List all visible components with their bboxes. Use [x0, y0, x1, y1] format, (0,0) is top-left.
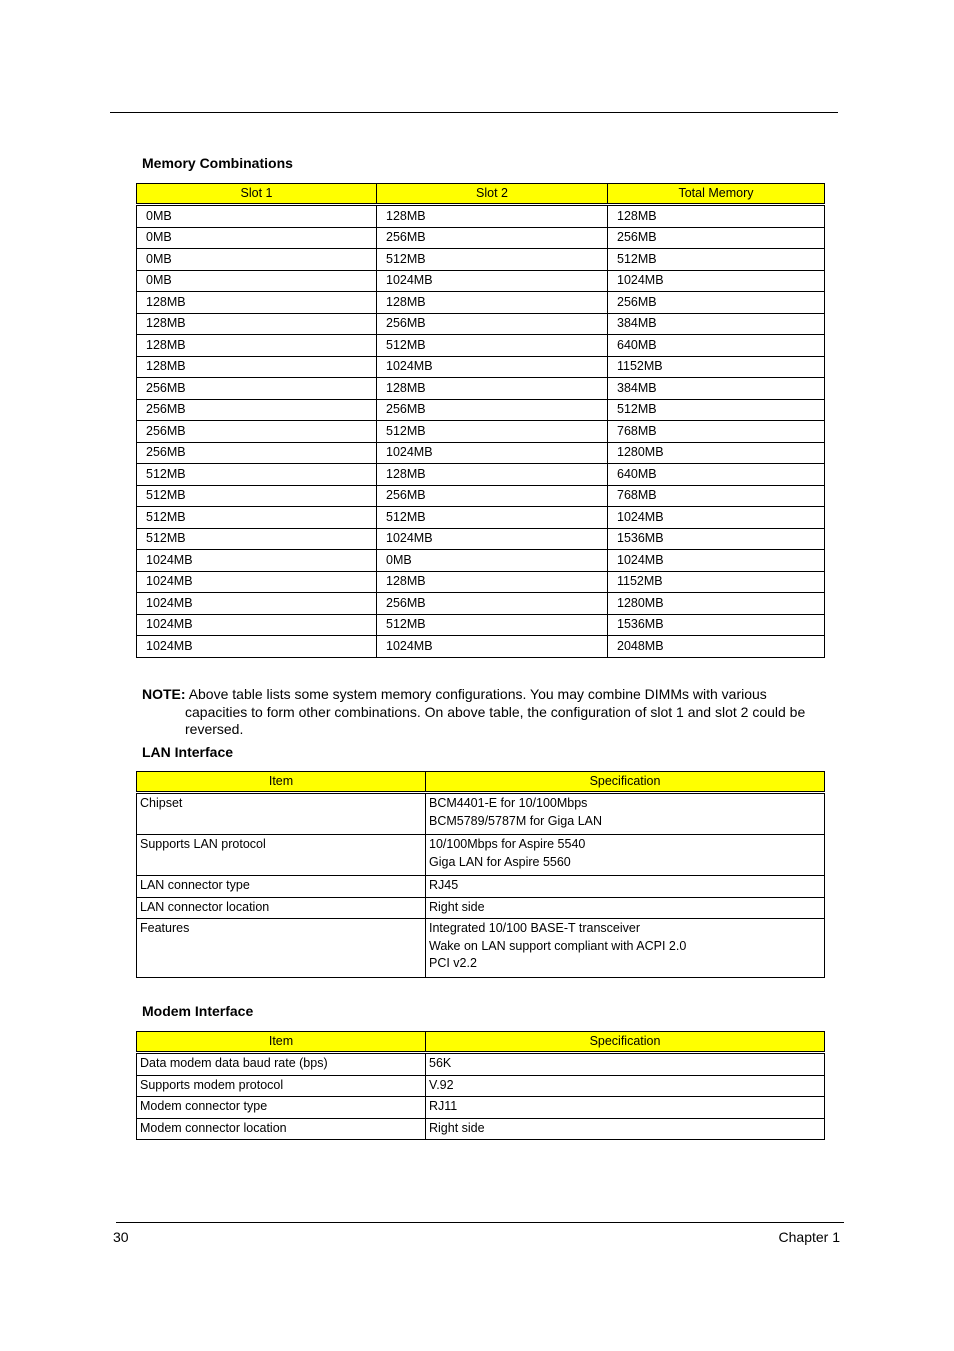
item-cell: Supports LAN protocol [137, 835, 426, 876]
total-memory-cell: 640MB [608, 464, 825, 486]
total-memory-cell: 1024MB [608, 507, 825, 529]
table-row [137, 507, 825, 529]
specification-cell: 56K [426, 1054, 825, 1076]
slot1-cell: 0MB [137, 249, 377, 271]
slot2-cell: 128MB [377, 206, 608, 228]
slot1-cell: 512MB [137, 528, 377, 550]
specification-cell [426, 794, 825, 835]
item-cell: Chipset [137, 794, 426, 835]
total-memory-cell: 128MB [608, 206, 825, 228]
total-memory-cell: 1152MB [608, 571, 825, 593]
memory-combinations-table [136, 183, 825, 658]
specification-cell [426, 919, 825, 978]
modem-heading: Modem Interface [142, 1003, 254, 1019]
total-memory-cell: 768MB [608, 421, 825, 443]
slot2-cell: 512MB [377, 421, 608, 443]
page-number: 30 [113, 1229, 129, 1245]
slot2-cell: 256MB [377, 399, 608, 421]
item-cell: Modem connector type [137, 1097, 426, 1119]
specification-line: Giga LAN for Aspire 5560 [429, 854, 571, 869]
slot1-cell: 128MB [137, 335, 377, 357]
table-row [137, 356, 825, 378]
slot1-cell: 128MB [137, 313, 377, 335]
table-row [137, 794, 825, 835]
lan-heading: LAN Interface [142, 744, 234, 760]
lan-header-row [137, 772, 825, 792]
slot1-cell: 1024MB [137, 614, 377, 636]
slot2-cell: 128MB [377, 378, 608, 400]
chapter-label: Chapter 1 [778, 1229, 840, 1245]
specification-line: BCM5789/5787M for Giga LAN [429, 813, 603, 828]
item-cell: Modem connector location [137, 1118, 426, 1140]
total-memory-cell: 640MB [608, 335, 825, 357]
slot1-cell: 512MB [137, 485, 377, 507]
slot1-cell: 256MB [137, 378, 377, 400]
item-cell: Supports modem protocol [137, 1075, 426, 1097]
specification-cell [426, 897, 825, 919]
table-row [137, 835, 825, 876]
total-memory-cell: 1024MB [608, 270, 825, 292]
item-cell: Features [137, 919, 426, 978]
total-memory-cell: 1536MB [608, 614, 825, 636]
slot2-cell: 256MB [377, 227, 608, 249]
top-rule [110, 112, 838, 113]
total-memory-cell: 768MB [608, 485, 825, 507]
memory-header-row [137, 184, 825, 204]
slot2-cell: 1024MB [377, 356, 608, 378]
specification-cell [426, 835, 825, 876]
total-memory-cell: 1152MB [608, 356, 825, 378]
specification-line: 10/100Mbps for Aspire 5540 [429, 837, 586, 851]
memory-note [142, 686, 826, 739]
total-memory-cell: 2048MB [608, 636, 825, 658]
slot2-cell: 256MB [377, 313, 608, 335]
specification-line: Right side [429, 899, 485, 914]
slot2-cell: 512MB [377, 614, 608, 636]
total-memory-cell: 384MB [608, 378, 825, 400]
slot1-cell: 128MB [137, 356, 377, 378]
table-row [137, 614, 825, 636]
table-row [137, 206, 825, 228]
specification-cell: V.92 [426, 1075, 825, 1097]
modem-interface-table [136, 1031, 825, 1140]
total-memory-cell: 256MB [608, 227, 825, 249]
slot2-cell: 1024MB [377, 636, 608, 658]
specification-line: Integrated 10/100 BASE-T transceiver [429, 921, 640, 935]
note-line-1: Above table lists some system memory configurations. You may combine DIMMs with various [188, 686, 767, 702]
slot1-cell: 128MB [137, 292, 377, 314]
column-header-item: Item [137, 772, 426, 792]
slot1-cell: 512MB [137, 464, 377, 486]
specification-line: PCI v2.2 [429, 956, 477, 970]
slot2-cell: 1024MB [377, 270, 608, 292]
table-row [137, 593, 825, 615]
slot2-cell: 256MB [377, 485, 608, 507]
slot2-cell: 512MB [377, 335, 608, 357]
slot1-cell: 256MB [137, 399, 377, 421]
slot2-cell: 1024MB [377, 442, 608, 464]
item-cell: LAN connector type [137, 876, 426, 898]
slot1-cell: 0MB [137, 270, 377, 292]
table-row [137, 485, 825, 507]
slot1-cell: 0MB [137, 206, 377, 228]
bottom-rule [116, 1222, 844, 1223]
table-row [137, 442, 825, 464]
slot2-cell: 128MB [377, 571, 608, 593]
memory-heading: Memory Combinations [142, 155, 293, 171]
column-header-total-memory: Total Memory [608, 184, 825, 204]
slot2-cell: 128MB [377, 292, 608, 314]
item-cell: LAN connector location [137, 897, 426, 919]
slot1-cell: 1024MB [137, 571, 377, 593]
table-row [137, 1075, 825, 1097]
table-row [137, 919, 825, 978]
column-header-item: Item [137, 1032, 426, 1052]
table-row [137, 313, 825, 335]
total-memory-cell: 1024MB [608, 550, 825, 572]
table-row [137, 876, 825, 898]
total-memory-cell: 1536MB [608, 528, 825, 550]
table-row [137, 270, 825, 292]
total-memory-cell: 384MB [608, 313, 825, 335]
total-memory-cell: 1280MB [608, 593, 825, 615]
slot2-cell: 256MB [377, 593, 608, 615]
table-row [137, 571, 825, 593]
total-memory-cell: 512MB [608, 249, 825, 271]
modem-header-row [137, 1032, 825, 1052]
note-label: NOTE: [142, 686, 186, 702]
specification-line: Wake on LAN support compliant with ACPI 2.0 [429, 938, 687, 953]
column-header-specification: Specification [426, 1032, 825, 1052]
total-memory-cell: 256MB [608, 292, 825, 314]
specification-line: RJ45 [429, 878, 459, 892]
total-memory-cell: 1280MB [608, 442, 825, 464]
slot2-cell: 1024MB [377, 528, 608, 550]
table-row [137, 227, 825, 249]
note-line-2: capacities to form other combinations. On above table, the configuration of slot 1 and slot 2 could be [185, 703, 806, 720]
total-memory-cell: 512MB [608, 399, 825, 421]
table-row [137, 292, 825, 314]
table-row [137, 421, 825, 443]
slot2-cell: 512MB [377, 507, 608, 529]
slot1-cell: 1024MB [137, 550, 377, 572]
item-cell: Data modem data baud rate (bps) [137, 1054, 426, 1076]
specification-cell [426, 876, 825, 898]
column-header-slot1: Slot 1 [137, 184, 377, 204]
table-row [137, 897, 825, 919]
slot2-cell: 512MB [377, 249, 608, 271]
table-row [137, 249, 825, 271]
table-row [137, 1054, 825, 1076]
specification-cell: Right side [426, 1118, 825, 1140]
table-row [137, 636, 825, 658]
lan-interface-table [136, 771, 825, 978]
note-line-3: reversed. [185, 721, 244, 737]
table-row [137, 399, 825, 421]
table-row [137, 528, 825, 550]
table-row [137, 335, 825, 357]
slot1-cell: 512MB [137, 507, 377, 529]
table-row [137, 464, 825, 486]
slot1-cell: 256MB [137, 442, 377, 464]
slot1-cell: 0MB [137, 227, 377, 249]
table-row [137, 1118, 825, 1140]
table-row [137, 550, 825, 572]
slot1-cell: 256MB [137, 421, 377, 443]
slot1-cell: 1024MB [137, 636, 377, 658]
slot2-cell: 0MB [377, 550, 608, 572]
table-row [137, 378, 825, 400]
specification-line: BCM4401-E for 10/100Mbps [429, 796, 588, 810]
specification-cell: RJ11 [426, 1097, 825, 1119]
slot1-cell: 1024MB [137, 593, 377, 615]
table-row [137, 1097, 825, 1119]
column-header-specification: Specification [426, 772, 825, 792]
slot2-cell: 128MB [377, 464, 608, 486]
column-header-slot2: Slot 2 [377, 184, 608, 204]
